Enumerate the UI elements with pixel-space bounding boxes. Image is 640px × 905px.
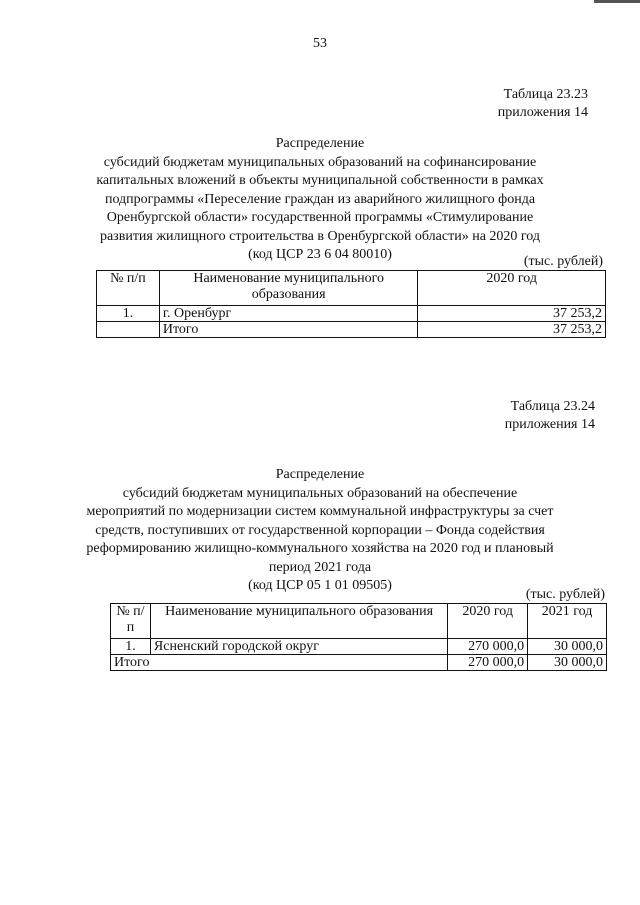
col-header-2020: 2020 год <box>448 604 528 639</box>
col-header-name: Наименование муниципального образования <box>150 604 447 639</box>
total-value-2020: 37 253,2 <box>418 322 606 338</box>
col-header-name: Наименование муниципального образования <box>159 271 418 306</box>
table2-header-row <box>111 604 607 639</box>
col-header-num: № п/п <box>97 271 160 306</box>
total-label: Итого <box>159 322 418 338</box>
row-municipality: г. Оренбург <box>159 306 418 322</box>
table2-units: (тыс. рублей) <box>525 587 605 602</box>
table2-subheading-line: мероприятий по модернизации систем коммунальной инфраструктуры за счет <box>86 504 554 519</box>
row-value-2020: 270 000,0 <box>448 639 528 655</box>
table2-subheading-line: реформированию жилищно-коммунального хозяйства на 2020 год и плановый <box>86 541 554 556</box>
table1-total-row <box>97 322 606 338</box>
total-value-2021: 30 000,0 <box>528 655 607 671</box>
total-label: Итого <box>111 655 448 671</box>
table1-heading: Распределение <box>275 136 365 151</box>
table1-code: (код ЦСР 23 6 04 80010) <box>248 247 392 262</box>
total-value-2020: 270 000,0 <box>448 655 528 671</box>
scan-edge-mark <box>594 0 640 3</box>
col-header-num: № п/п <box>111 604 151 639</box>
table1-header-row <box>97 271 606 306</box>
row-value-2021: 30 000,0 <box>528 639 607 655</box>
page-number: 53 <box>313 36 327 51</box>
table2-appendix: приложения 14 <box>504 417 595 432</box>
table1-reference <box>380 86 588 122</box>
table1-number: Таблица 23.23 <box>503 87 588 102</box>
table1-units: (тыс. рублей) <box>523 254 603 269</box>
table2-subheading-line: средств, поступивших от государственной корпорации – Фонда содействия <box>95 522 545 538</box>
table2-reference <box>380 398 595 434</box>
table2-code: (код ЦСР 05 1 01 09505) <box>248 578 392 593</box>
table1 <box>96 270 606 338</box>
col-header-2020: 2020 год <box>418 271 606 306</box>
row-number: 1. <box>97 306 160 322</box>
table2-number: Таблица 23.24 <box>510 399 595 414</box>
table2-heading: Распределение <box>275 467 365 482</box>
row-municipality: Ясненский городской округ <box>150 639 447 655</box>
table1-subheading-line: подпрограммы «Переселение граждан из аварийного жилищного фонда <box>104 191 536 207</box>
table1-appendix: приложения 14 <box>497 105 588 120</box>
total-empty-cell <box>97 322 160 338</box>
table2-subheading-line: период 2021 года <box>268 559 372 575</box>
table1-title-block <box>0 135 640 265</box>
table1-subheading-line: капитальных вложений в объекты муниципальной собственности в рамках <box>96 173 544 188</box>
table2-title-block <box>0 466 640 596</box>
table2-total-row <box>111 655 607 671</box>
table1-subheading-line: субсидий бюджетам муниципальных образований на софинансирование <box>103 154 537 170</box>
table1-subheading-line: Оренбургской области» государственной программы «Стимулирование <box>106 210 534 225</box>
row-value-2020: 37 253,2 <box>418 306 606 322</box>
table-row <box>111 639 607 655</box>
table1-subheading-line: развития жилищного строительства в Оренбургской области» на 2020 год <box>99 228 541 244</box>
table2 <box>110 603 607 671</box>
col-header-2021: 2021 год <box>528 604 607 639</box>
table-row <box>97 306 606 322</box>
table2-subheading-line: субсидий бюджетам муниципальных образований на обеспечение <box>122 485 518 501</box>
row-number: 1. <box>111 639 151 655</box>
